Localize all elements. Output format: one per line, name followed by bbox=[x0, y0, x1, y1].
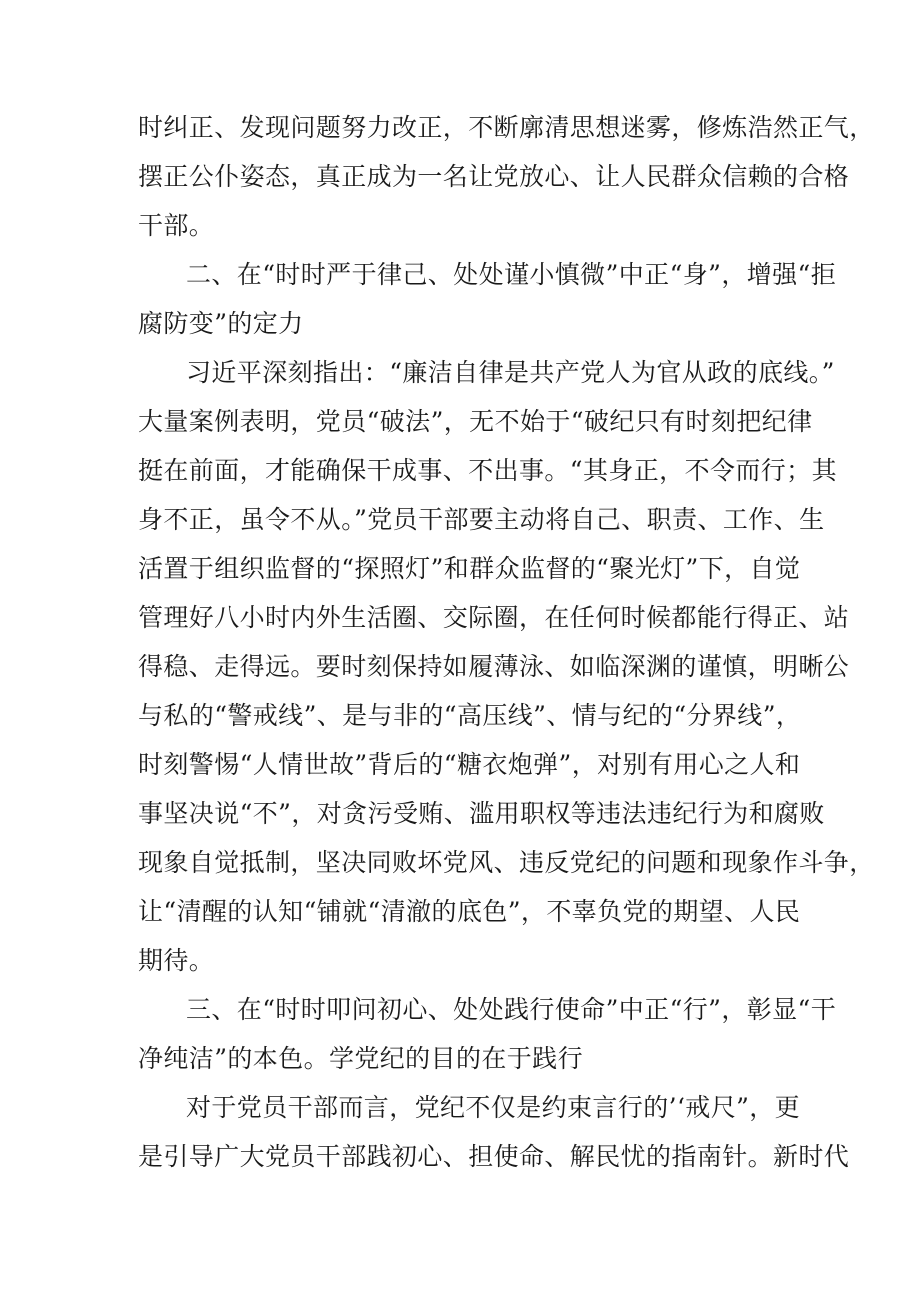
body-text-line: 身不正，虽令不从。”党员干部要主动将自己、职责、工作、生 bbox=[138, 505, 825, 534]
body-text-line: 时纠正、发现问题努力改正，不断廓清思想迷雾，修炼浩然正气， bbox=[138, 113, 875, 142]
body-text-line: 现象自觉抵制，坚决同败坏党风、违反党纪的问题和现象作斗争， bbox=[138, 848, 875, 877]
body-text-line: 是引导广大党员干部践初心、担使命、解民忧的指南针。新时代 bbox=[138, 1142, 850, 1171]
body-text-line: 与私的“警戒线”、是与非的“高压线”、情与纪的“分界线”， bbox=[138, 701, 802, 730]
section-heading-3: 三、在“时时叩问初心、处处践行使命”中正“行”，彰显“干 bbox=[186, 995, 837, 1024]
body-text-line: 事坚决说“不”，对贪污受贿、滥用职权等违法违纪行为和腐败 bbox=[138, 799, 825, 828]
body-text-line: 管理好八小时内外生活圈、交际圈，在任何时候都能行得正、站 bbox=[138, 603, 850, 632]
body-text-line: 挺在前面，才能确保干成事、不出事。“其身正，不令而行；其 bbox=[138, 456, 837, 485]
body-text-line: 得稳、走得远。要时刻保持如履薄泳、如临深渊的谨慎，明晰公 bbox=[138, 652, 850, 681]
body-text-line: 干部。 bbox=[138, 211, 215, 240]
body-text-line: 时刻警惕“人情世故”背后的“糖衣炮弹”，对别有用心之人和 bbox=[138, 750, 801, 779]
section-heading-2: 二、在“时时严于律己、处处谨小慎微”中正“身”，增强“拒 bbox=[186, 260, 837, 289]
body-text-line: 让“清醒的认知“铺就“清澈的底色”，不辜负党的期望、人民 bbox=[138, 897, 801, 926]
body-text-line: 大量案例表明，党员“破法”，无不始于“破纪只有时刻把纪律 bbox=[138, 407, 813, 436]
section-heading-2-cont: 腐防变”的定力 bbox=[138, 309, 304, 338]
body-text-line: 习近平深刻指出：“廉洁自律是共产党人为官从政的底线。” bbox=[186, 358, 835, 387]
body-text-line: 对于党员干部而言，党纪不仅是约束言行的’‘戒尺”，更 bbox=[186, 1093, 801, 1122]
body-text-line: 活置于组织监督的“探照灯”和群众监督的“聚光灯”下，自觉 bbox=[138, 554, 801, 583]
body-text-line: 摆正公仆姿态，真正成为一名让党放心、让人民群众信赖的合格 bbox=[138, 162, 850, 191]
section-heading-3-cont: 净纯洁”的本色。学党纪的目的在于践行 bbox=[138, 1044, 583, 1073]
body-text-line: 期待。 bbox=[138, 946, 215, 975]
